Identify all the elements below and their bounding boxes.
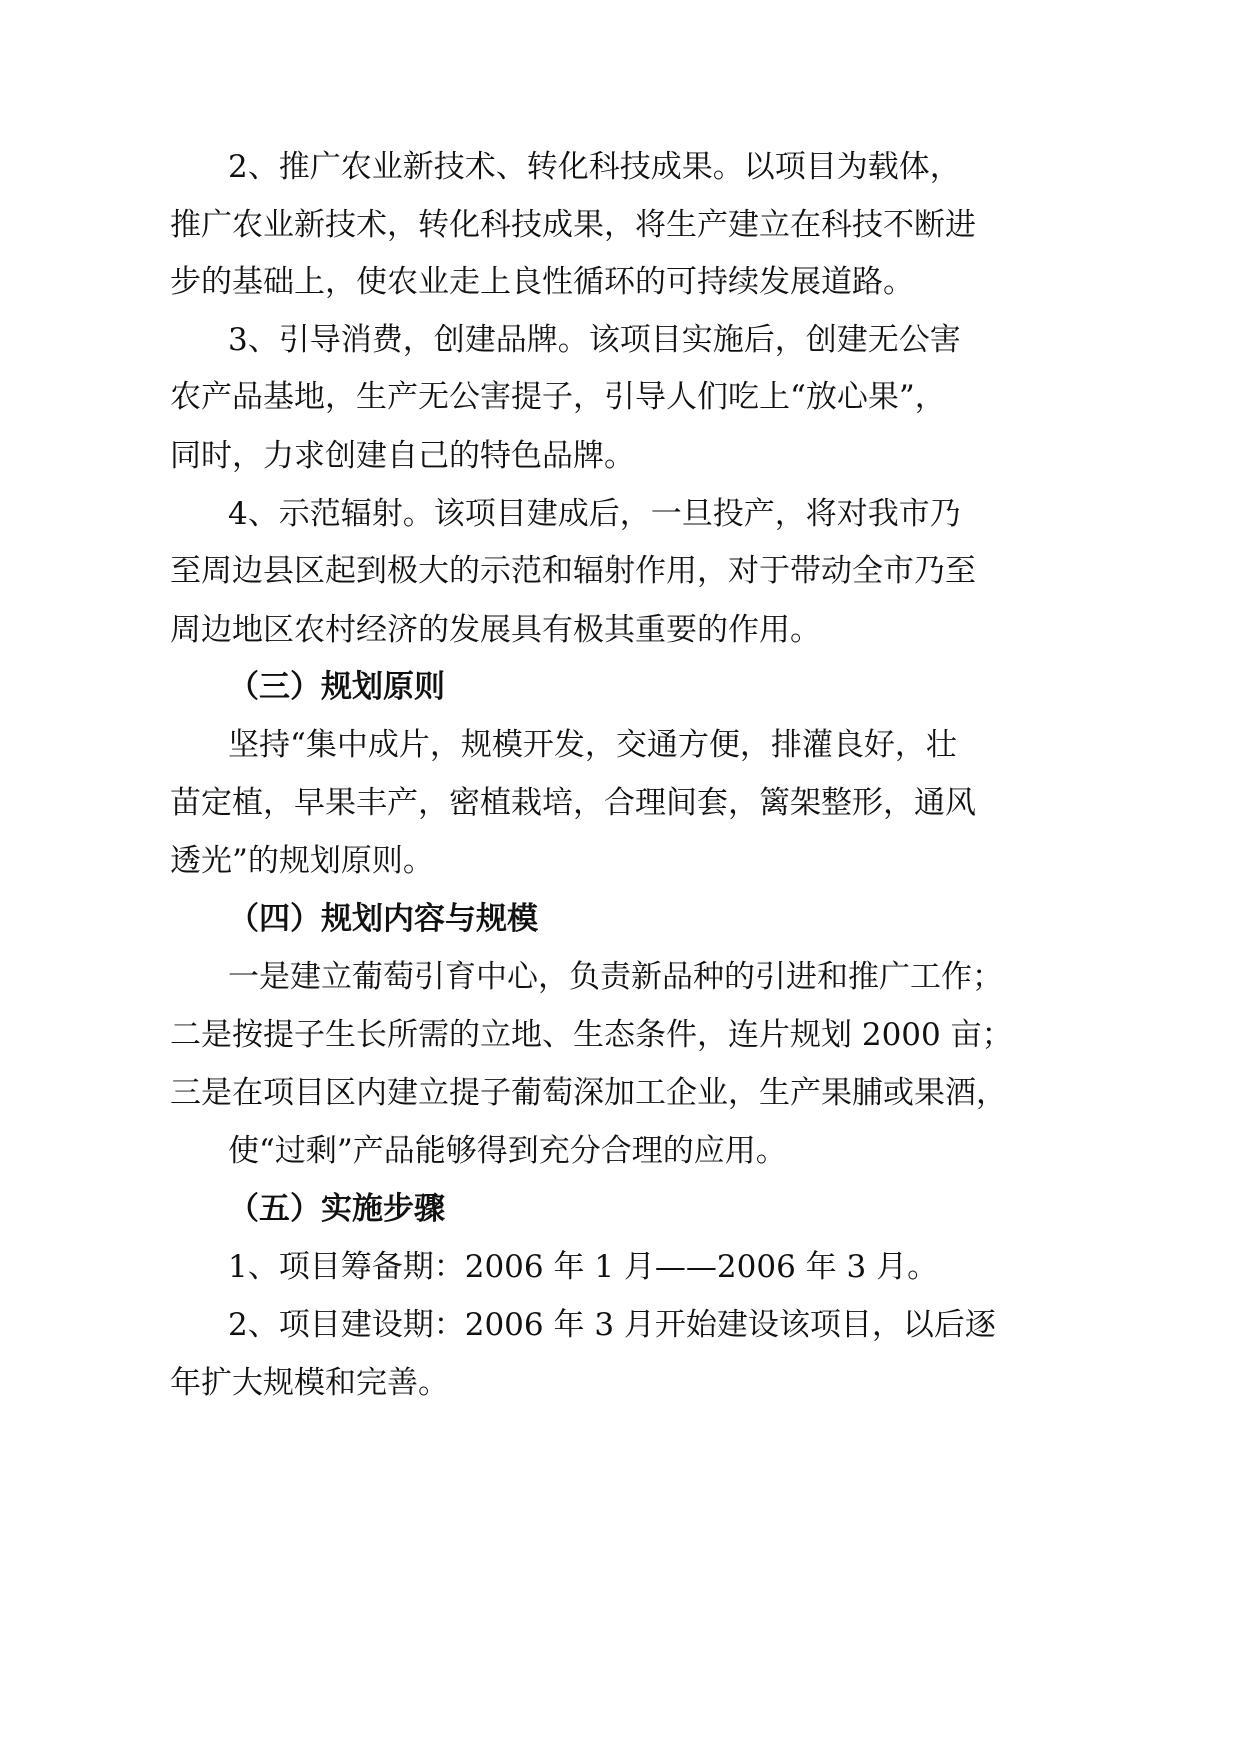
line-text: 4、示范辐射。该项目建成后，一旦投产，将对我市乃 xyxy=(228,496,961,532)
line-text: 使“过剩”产品能够得到充分合理的应用。 xyxy=(228,1133,787,1169)
line-text: 至周边县区起到极大的示范和辐射作用，对于带动全市乃至 xyxy=(170,553,976,589)
line-text: 周边地区农村经济的发展具有极其重要的作用。 xyxy=(170,612,821,648)
line-text: 一是建立葡萄引育中心，负责新品种的引进和推广工作； xyxy=(228,959,1003,995)
line-text: 农产品基地，生产无公害提子，引导人们吃上“放心果”， xyxy=(170,379,946,415)
heading-text: （五）实施步骤 xyxy=(228,1191,445,1227)
line-text: 坚持“集中成片，规模开发，交通方便，排灌良好，壮 xyxy=(228,727,957,763)
line-text: 1、项目筹备期：2006 年 1 月——2006 年 3 月。 xyxy=(228,1249,939,1285)
line-text: 步的基础上，使农业走上良性循环的可持续发展道路。 xyxy=(170,264,914,300)
line-text: 三是在项目区内建立提子葡萄深加工企业，生产果脯或果酒， xyxy=(170,1075,1007,1111)
line-text: 2、项目建设期：2006 年 3 月开始建设该项目，以后逐 xyxy=(228,1307,996,1343)
line-text: 年扩大规模和完善。 xyxy=(170,1365,449,1401)
heading-text: （三）规划原则 xyxy=(228,669,445,705)
line-text: 3、引导消费，创建品牌。该项目实施后，创建无公害 xyxy=(228,322,961,358)
line-text: 苗定植，早果丰产，密植栽培，合理间套，篱架整形，通风 xyxy=(170,785,976,821)
heading-text: （四）规划内容与规模 xyxy=(228,901,538,937)
line-text: 推广农业新技术，转化科技成果，将生产建立在科技不断进 xyxy=(170,207,976,243)
line-text: 透光”的规划原则。 xyxy=(170,843,434,879)
line-text: 同时，力求创建自己的特色品牌。 xyxy=(170,438,635,474)
line-text: 2、推广农业新技术、转化科技成果。以项目为载体， xyxy=(228,149,961,185)
line-text: 二是按提子生长所需的立地、生态条件，连片规划 2000 亩； xyxy=(170,1017,1013,1053)
